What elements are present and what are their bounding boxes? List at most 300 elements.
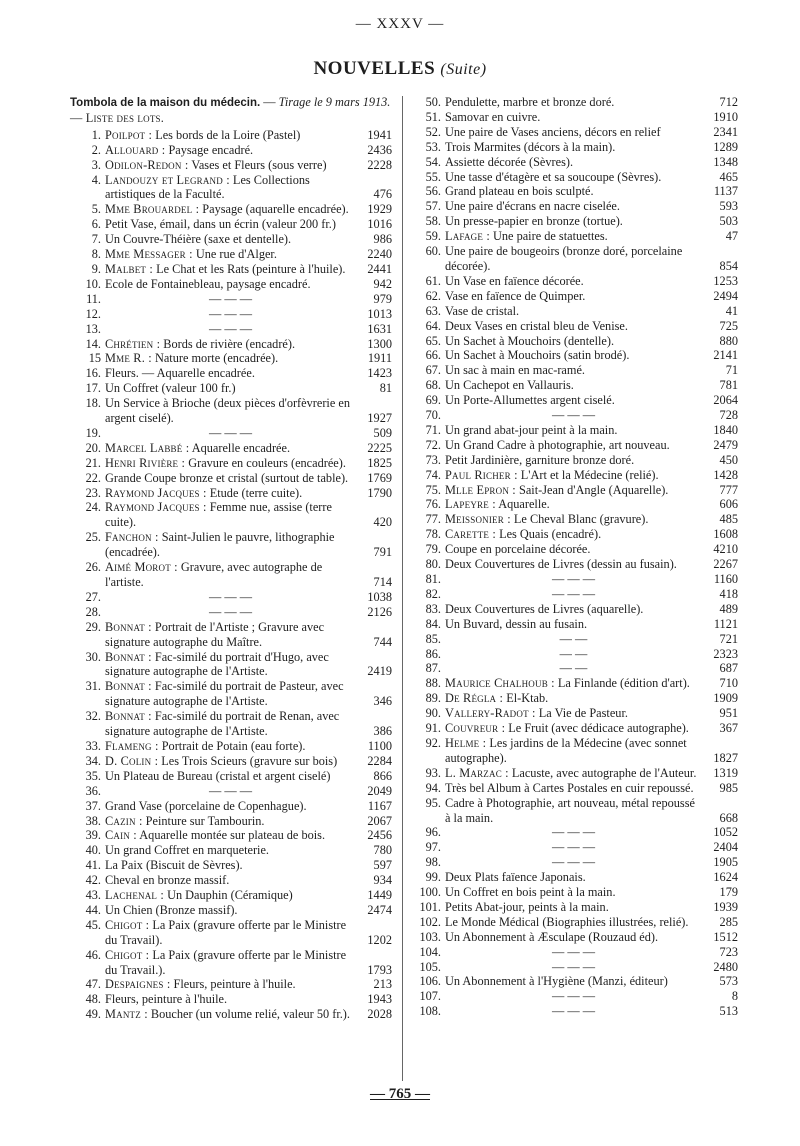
lot-entry: [70, 858, 392, 873]
lot-ticket-number: 71: [725, 363, 738, 378]
lot-entry: [410, 617, 738, 632]
lot-text: — —: [559, 661, 588, 676]
lot-number: 50.: [425, 95, 441, 109]
lot-description: [445, 647, 706, 662]
lot-description: [445, 170, 706, 185]
lot-artist: Henri Rivière :: [105, 455, 186, 470]
lot-entry: [70, 128, 392, 143]
lot-description: [105, 769, 360, 784]
left-column: [70, 95, 392, 1022]
lot-description: [105, 948, 360, 978]
lot-ticket-number: 1253: [713, 273, 738, 288]
lot-ticket-number: 1909: [713, 691, 738, 706]
lot-description: [105, 530, 360, 560]
lot-ticket-number: 714: [373, 575, 392, 589]
lot-text: Un Sachet à Mouchoirs (satin brodé).: [445, 348, 630, 363]
lot-artist: Raymond Jacques :: [105, 485, 207, 500]
lot-number: 108.: [419, 1004, 441, 1019]
lot-text: Sait-Jean d'Angle (Aquarelle).: [515, 482, 669, 497]
lot-text: Les Collections artistiques de la Faculté.: [105, 172, 310, 202]
lot-number: 41.: [85, 858, 101, 873]
lot-ticket-number: 728: [719, 408, 738, 423]
lot-ticket-number: 1052: [713, 825, 738, 840]
lot-number: 104.: [419, 944, 441, 959]
lot-ticket-number: 1840: [713, 422, 738, 437]
lot-number: 60.: [425, 244, 441, 259]
lot-ticket-number: 2323: [713, 646, 738, 661]
lot-text: — — —: [551, 944, 596, 959]
lot-text: — — —: [208, 321, 253, 336]
lot-description: [445, 721, 706, 736]
lot-number: 96.: [425, 825, 441, 840]
lot-entry: [410, 766, 738, 781]
lot-artist: Couvreur :: [445, 721, 506, 736]
lot-text: Un Plateau de Bureau (cristal et argent ciselé): [105, 768, 331, 783]
lot-ticket-number: 418: [719, 586, 738, 601]
lot-text: Ecole de Fontainebleau, paysage encadré.: [105, 276, 311, 291]
lot-number: 103.: [419, 929, 441, 944]
lot-text: Portrait de l'Artiste ; Gravure avec signature autographe du Maître.: [105, 619, 325, 649]
lot-text: — — —: [551, 572, 596, 586]
lot-text: Deux Couvertures de Livres (dessin au fusain).: [445, 557, 677, 572]
lot-description: [445, 289, 706, 304]
lot-artist: Maurice Chalhoub :: [445, 676, 555, 691]
lot-text: — — —: [551, 855, 596, 870]
lot-text: Etude (terre cuite).: [206, 485, 303, 500]
lot-text: Grand Vase (porcelaine de Copenhague).: [105, 798, 307, 813]
intro-dash: —: [263, 95, 276, 109]
lot-artist: Meissonier :: [445, 512, 511, 527]
lot-number: 27.: [85, 589, 101, 604]
lot-ticket-number: 1941: [367, 127, 392, 142]
lot-ticket-number: 41: [725, 303, 738, 318]
lot-number: 48.: [85, 992, 101, 1007]
lot-text: Deux Couvertures de Livres (aquarelle).: [445, 601, 644, 616]
lot-number: 23.: [85, 485, 101, 500]
lot-number: 5.: [91, 202, 101, 217]
lot-text: — —: [559, 631, 588, 646]
lot-ticket-number: 668: [719, 810, 738, 825]
lot-ticket-number: 2404: [713, 840, 738, 855]
lot-number: 106.: [419, 974, 441, 989]
lot-entry: [70, 441, 392, 456]
lot-text: Fac-similé du portrait d'Hugo, avec signature autographe de l'Artiste.: [105, 649, 329, 679]
lot-list-right: [410, 95, 738, 1019]
lot-artist: Lafage :: [445, 229, 490, 244]
lot-text: Femme nue, assise (terre cuite).: [105, 500, 332, 530]
lot-text: Pendulette, marbre et bronze doré.: [445, 95, 615, 109]
lot-description: [445, 602, 706, 617]
lot-description: [105, 977, 360, 992]
lot-ticket-number: 985: [719, 780, 738, 795]
lot-number: 49.: [85, 1007, 101, 1022]
lot-number: 98.: [425, 855, 441, 870]
lot-ticket-number: 854: [719, 258, 738, 273]
section-title-main: NOUVELLES: [313, 58, 436, 79]
lot-number: 10.: [85, 276, 101, 291]
lot-entry: [70, 1007, 392, 1022]
lot-description: [105, 992, 360, 1007]
lot-ticket-number: 1167: [367, 798, 392, 813]
lot-description: [445, 184, 706, 199]
lot-artist: Mme Messager :: [105, 247, 193, 262]
lot-number: 67.: [425, 363, 441, 378]
lot-number: 102.: [419, 914, 441, 929]
lot-description: [105, 486, 360, 501]
lot-description: [445, 542, 706, 557]
lot-number: 8.: [91, 247, 101, 262]
lot-text: Boucher (un volume relié, valeur 50 fr.).: [147, 1007, 350, 1022]
lot-text: Aquarelle montée sur plateau de bois.: [136, 828, 326, 843]
lot-text: Un Coffret en bois peint à la main.: [445, 885, 616, 900]
lot-ticket-number: 2049: [367, 783, 392, 798]
lot-ticket-number: 2436: [367, 142, 392, 157]
lot-entry: [70, 217, 392, 232]
lot-description: [105, 828, 360, 843]
lot-entry: [410, 512, 738, 527]
lot-ticket-number: 1905: [713, 855, 738, 870]
lot-entry: [410, 453, 738, 468]
intro-list-label: — Liste des lots.: [70, 110, 165, 125]
lot-number: 93.: [425, 765, 441, 780]
lot-number: 62.: [425, 288, 441, 303]
lot-description: [445, 348, 706, 363]
lot-number: 26.: [85, 560, 101, 575]
lot-text: Gravure, avec autographe de l'artiste.: [105, 560, 323, 589]
lot-entry: [410, 244, 738, 274]
lot-ticket-number: 979: [373, 291, 392, 306]
lot-artist: Aimé Morot :: [105, 560, 178, 575]
lot-number: 75.: [425, 482, 441, 497]
lot-number: 31.: [85, 679, 101, 694]
lot-number: 34.: [85, 753, 101, 768]
lot-text: Un Abonnement à l'Hygiène (Manzi, éditeur): [445, 974, 668, 989]
lot-ticket-number: 2341: [713, 124, 738, 139]
lot-ticket-number: 2028: [367, 1007, 392, 1022]
lot-text: Grand plateau en bois sculpté.: [445, 184, 594, 199]
lot-entry: [410, 378, 738, 393]
lot-description: [105, 679, 360, 709]
lot-entry: [70, 903, 392, 918]
lot-description: [105, 396, 360, 426]
lot-description: [445, 199, 706, 214]
lot-ticket-number: 1423: [367, 366, 392, 381]
lot-number: 85.: [425, 631, 441, 646]
lot-text: Grande Coupe bronze et cristal (surtout de table).: [105, 470, 349, 485]
lot-description: [105, 381, 360, 396]
lot-description: [445, 497, 706, 512]
lot-number: 32.: [85, 709, 101, 724]
lot-entry: [70, 754, 392, 769]
lot-entry: [70, 158, 392, 173]
lot-description: [105, 366, 360, 381]
lot-artist: Landouzy et Legrand :: [105, 172, 230, 187]
lot-ticket-number: 1929: [367, 202, 392, 217]
lot-ticket-number: 1939: [713, 899, 738, 914]
lot-description: [105, 173, 360, 203]
lot-text: Vases et Fleurs (sous verre): [188, 157, 327, 172]
lot-artist: Chigot :: [105, 947, 150, 962]
lot-text: — — —: [208, 425, 253, 440]
lot-description: [445, 468, 706, 483]
lot-entry: [70, 739, 392, 754]
lot-description: [445, 766, 706, 781]
lot-ticket-number: 1793: [367, 962, 392, 977]
lot-text: Les Quais (encadré).: [496, 527, 602, 542]
lot-entry: [70, 307, 392, 322]
lot-description: [445, 557, 706, 572]
lot-description: [105, 858, 360, 873]
lot-entry: [410, 706, 738, 721]
lot-entry: [410, 736, 738, 766]
lot-description: [105, 709, 360, 739]
lot-number: 88.: [425, 676, 441, 691]
lot-text: Deux Vases en cristal bleu de Venise.: [445, 318, 628, 333]
lot-ticket-number: 1013: [367, 306, 392, 321]
lot-number: 68.: [425, 378, 441, 393]
lot-text: Une paire d'écrans en nacre ciselée.: [445, 199, 620, 214]
lot-description: [105, 232, 360, 247]
lot-description: [445, 378, 706, 393]
lot-entry: [70, 620, 392, 650]
lot-entry: [410, 140, 738, 155]
lot-text: Aquarelle encadrée.: [189, 440, 291, 455]
lot-ticket-number: 1927: [367, 411, 392, 426]
lot-text: Un Dauphin (Céramique): [164, 888, 293, 903]
lot-number: 78.: [425, 527, 441, 542]
lot-number: 80.: [425, 557, 441, 572]
lot-entry: [70, 173, 392, 203]
lot-ticket-number: 780: [373, 843, 392, 858]
lot-description: [105, 605, 360, 620]
lot-text: Un Service à Brioche (deux pièces d'orfèvrerie en argent ciselé).: [105, 396, 350, 426]
lot-text: Une paire de Vases anciens, décors en relief: [445, 124, 661, 139]
lot-number: 13.: [85, 321, 101, 336]
lot-ticket-number: 8: [731, 989, 738, 1004]
lot-text: Un presse-papier en bronze (tortue).: [445, 214, 623, 229]
lot-entry: [410, 334, 738, 349]
lot-description: [105, 292, 360, 307]
lot-description: [445, 796, 706, 826]
lot-ticket-number: 1790: [367, 485, 392, 500]
lot-text: Cadre à Photographie, art nouveau, métal repoussé à la main.: [445, 795, 695, 825]
lot-number: 33.: [85, 738, 101, 753]
lot-description: [105, 441, 360, 456]
lot-artist: Carette :: [445, 527, 496, 542]
lot-entry: [410, 781, 738, 796]
lot-ticket-number: 942: [373, 276, 392, 291]
lot-ticket-number: 285: [719, 914, 738, 929]
lot-entry: [410, 170, 738, 185]
lot-number: 70.: [425, 408, 441, 423]
lot-artist: Marcel Labbé :: [105, 440, 190, 455]
lot-number: 65.: [425, 333, 441, 348]
lot-number: 47.: [85, 977, 101, 992]
lot-text: La Vie de Pasteur.: [535, 706, 628, 721]
lot-text: La Paix (gravure offerte par le Ministre du Travail.).: [105, 947, 347, 977]
lot-entry: [70, 799, 392, 814]
lot-number: 77.: [425, 512, 441, 527]
lot-artist: Bonnat :: [105, 619, 152, 634]
lot-number: 45.: [85, 917, 101, 932]
lot-description: [445, 870, 706, 885]
lot-entry: [70, 769, 392, 784]
lot-artist: Mlle Epron :: [445, 482, 516, 497]
lot-description: [445, 781, 706, 796]
lot-description: [445, 900, 706, 915]
lot-number: 16.: [85, 366, 101, 381]
lot-number: 3.: [91, 157, 101, 172]
lot-artist: D. Colin :: [105, 753, 159, 768]
lot-description: [105, 739, 360, 754]
lot-artist: Fanchon :: [105, 530, 159, 545]
lot-entry: [70, 709, 392, 739]
lot-description: [445, 572, 706, 587]
lot-ticket-number: 1202: [367, 932, 392, 947]
lot-number: 4.: [91, 172, 101, 187]
lot-ticket-number: 4210: [713, 542, 738, 557]
lot-entry: [410, 647, 738, 662]
lot-ticket-number: 791: [373, 545, 392, 560]
lot-description: [445, 930, 706, 945]
lot-number: 20.: [85, 440, 101, 455]
lot-text: Gravure en couleurs (encadrée).: [185, 455, 346, 470]
lot-ticket-number: 2126: [367, 604, 392, 619]
lot-description: [445, 960, 706, 975]
lot-number: 72.: [425, 437, 441, 452]
lot-entry: [70, 426, 392, 441]
lot-artist: Lachenal :: [105, 888, 164, 903]
lot-text: Une tasse d'étagère et sa soucoupe (Sèvres).: [445, 169, 662, 184]
lot-entry: [410, 229, 738, 244]
lot-ticket-number: 597: [373, 858, 392, 873]
tombola-intro: [70, 95, 392, 126]
lot-description: [445, 632, 706, 647]
lot-text: Fleurs, peinture à l'huile.: [105, 992, 228, 1007]
lot-entry: [410, 363, 738, 378]
lot-text: Petits Abat-jour, peints à la main.: [445, 899, 609, 914]
lot-entry: [410, 438, 738, 453]
lot-description: [445, 1004, 706, 1019]
lot-description: [445, 512, 706, 527]
lot-ticket-number: 721: [719, 631, 738, 646]
lot-description: [445, 840, 706, 855]
lot-text: Petit Jardinière, garniture bronze doré.: [445, 452, 635, 467]
lot-entry: [410, 855, 738, 870]
lot-entry: [70, 322, 392, 337]
lot-ticket-number: 723: [719, 944, 738, 959]
lot-entry: [70, 381, 392, 396]
lot-number: 59.: [425, 229, 441, 244]
lot-description: [105, 202, 360, 217]
lot-entry: [410, 304, 738, 319]
lot-number: 46.: [85, 947, 101, 962]
lot-entry: [410, 348, 738, 363]
lot-entry: [410, 423, 738, 438]
lot-description: [445, 110, 706, 125]
lot-ticket-number: 606: [719, 497, 738, 512]
lot-number: 6.: [91, 217, 101, 232]
lot-ticket-number: 367: [719, 721, 738, 736]
lot-description: [105, 843, 360, 858]
lot-ticket-number: 450: [719, 452, 738, 467]
lot-text: — — —: [208, 783, 253, 798]
lot-ticket-number: 777: [719, 482, 738, 497]
lot-text: El-Ktab.: [503, 691, 549, 706]
lot-ticket-number: 2067: [367, 813, 392, 828]
lot-description: [105, 337, 360, 352]
lot-entry: [410, 974, 738, 989]
lot-ticket-number: 1348: [713, 154, 738, 169]
lot-description: [105, 620, 360, 650]
lot-entry: [410, 676, 738, 691]
lot-ticket-number: 2419: [367, 664, 392, 679]
lot-description: [105, 814, 360, 829]
lot-entry: [70, 530, 392, 560]
lot-ticket-number: 1038: [367, 589, 392, 604]
lot-ticket-number: 687: [719, 661, 738, 676]
lot-text: — — —: [208, 589, 253, 604]
lot-ticket-number: 2064: [713, 393, 738, 408]
lot-ticket-number: 2284: [367, 753, 392, 768]
lot-entry: [410, 587, 738, 602]
lot-ticket-number: 880: [719, 333, 738, 348]
lot-list-left: [70, 128, 392, 1022]
lot-text: Les Trois Scieurs (gravure sur bois): [158, 753, 338, 768]
lot-text: Saint-Julien le pauvre, lithographie (encadrée).: [105, 530, 335, 560]
lot-ticket-number: 1289: [713, 139, 738, 154]
lot-artist: L. Marzac :: [445, 765, 509, 780]
lot-ticket-number: 2267: [713, 557, 738, 572]
lot-description: [445, 736, 706, 766]
lot-description: [105, 590, 360, 605]
lot-ticket-number: 1137: [713, 184, 738, 199]
lot-artist: Chrétien :: [105, 336, 161, 351]
lot-description: [445, 438, 706, 453]
lot-entry: [410, 632, 738, 647]
lot-text: Assiette décorée (Sèvres).: [445, 154, 574, 169]
lot-description: [445, 274, 706, 289]
lot-description: [445, 661, 706, 676]
lot-ticket-number: 1428: [713, 467, 738, 482]
lot-ticket-number: 951: [719, 706, 738, 721]
lot-ticket-number: 1827: [713, 750, 738, 765]
lot-entry: [410, 557, 738, 572]
lot-entry: [70, 828, 392, 843]
lot-ticket-number: 489: [719, 601, 738, 616]
lot-artist: Odilon-Redon :: [105, 157, 189, 172]
lot-text: Trois Marmites (décors à la main).: [445, 139, 616, 154]
lot-ticket-number: 1624: [713, 870, 738, 885]
lot-entry: [410, 468, 738, 483]
lot-artist: Mme Brouardel :: [105, 202, 200, 217]
lot-number: 18.: [85, 396, 101, 411]
lot-description: [105, 799, 360, 814]
lot-number: 9.: [91, 261, 101, 276]
lot-number: 64.: [425, 318, 441, 333]
lot-artist: Cazin :: [105, 813, 143, 828]
lot-description: [105, 888, 360, 903]
lot-number: 35.: [85, 768, 101, 783]
lot-description: [445, 691, 706, 706]
lot-description: [445, 483, 706, 498]
lot-entry: [410, 497, 738, 512]
lot-text: Aquarelle.: [495, 497, 550, 512]
lot-number: 51.: [425, 109, 441, 124]
lot-text: — — —: [551, 586, 596, 601]
lot-text: — — —: [551, 840, 596, 855]
lot-ticket-number: 593: [719, 199, 738, 214]
